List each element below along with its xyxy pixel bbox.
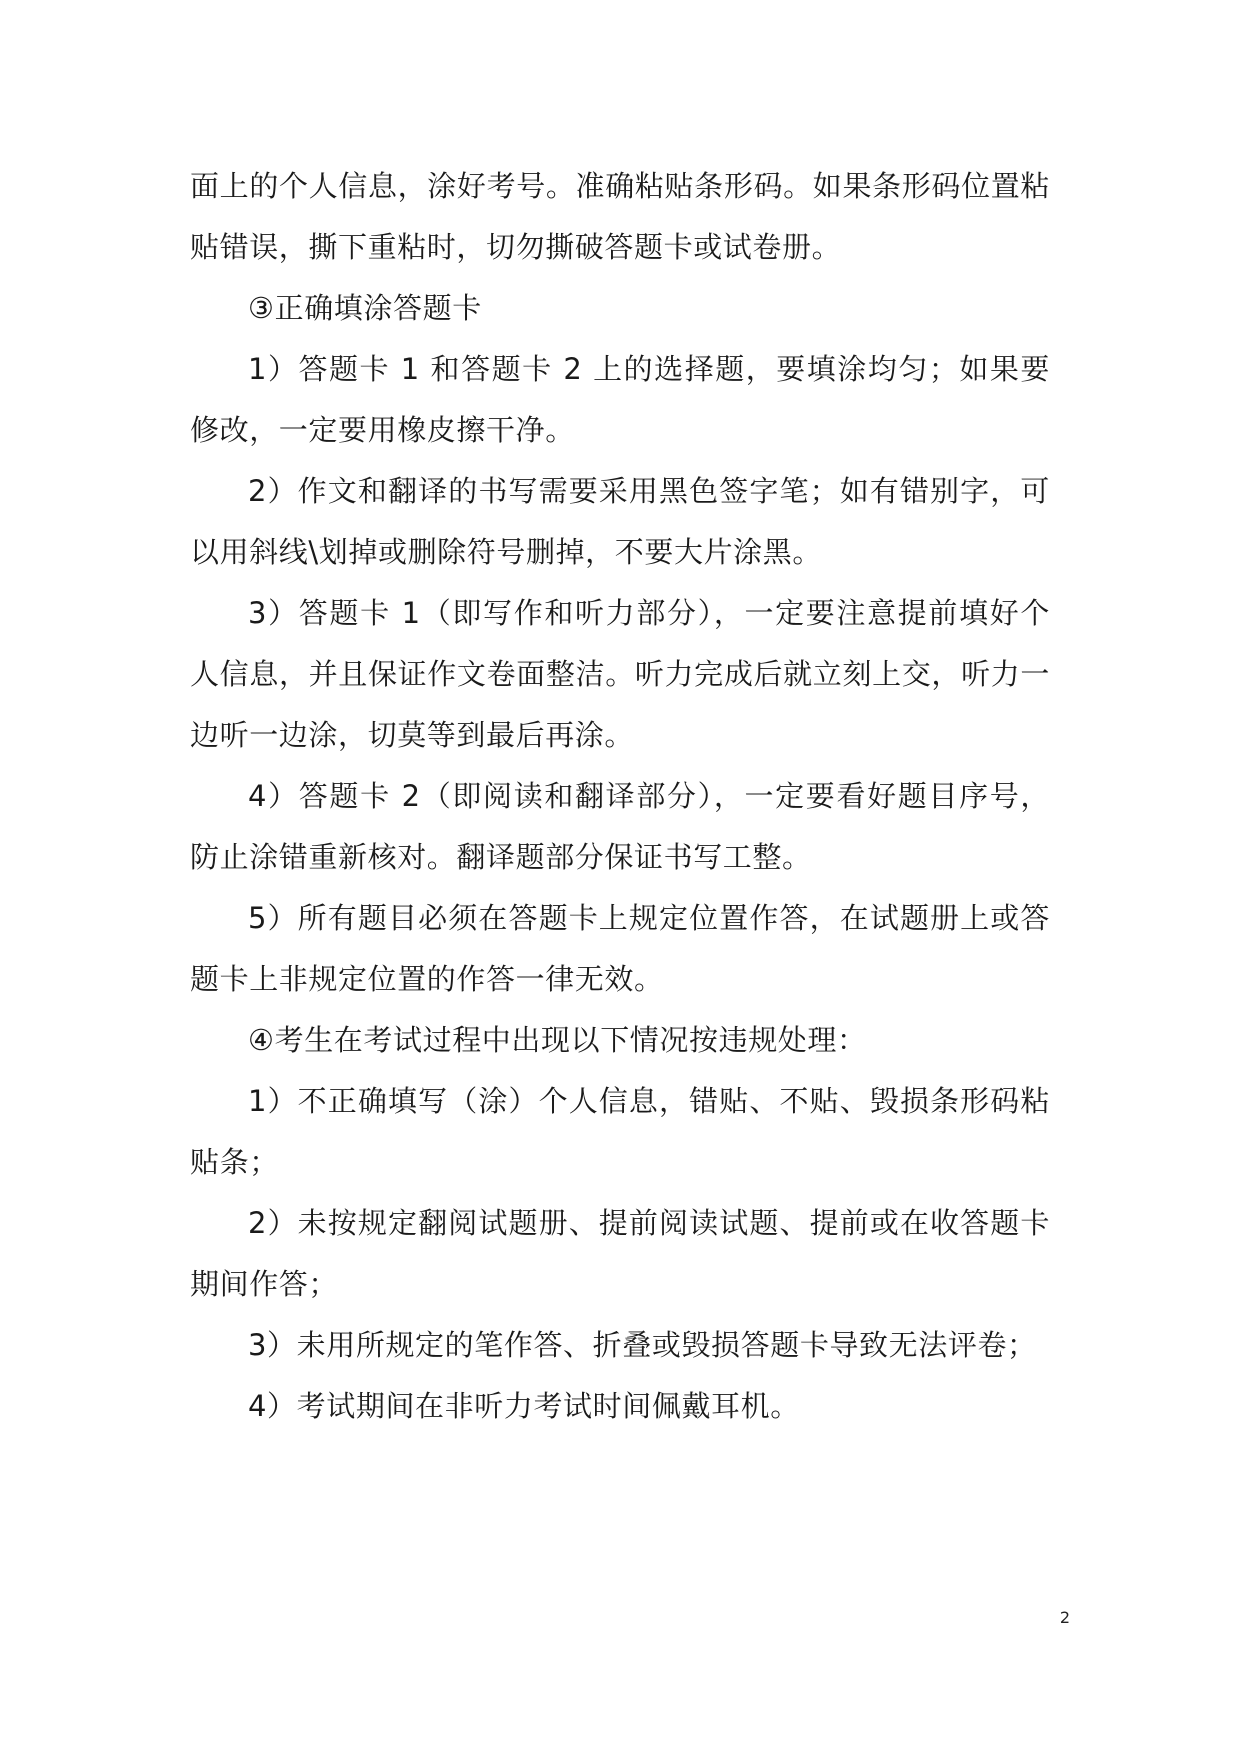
heading-fill-answer-sheet: ③正确填涂答题卡 [248,291,482,325]
paragraph-personal-info-continued: 面上的个人信息，涂好考号。准确粘贴条形码。如果条形码位置粘贴错误，撕下重粘时，切勿撕破答题卡或试卷册。 [190,169,1050,264]
item-fill-choice-questions: 1）答题卡 1 和答题卡 2 上的选择题，要填涂均匀；如果要修改，一定要用橡皮擦干净。 [190,352,1050,447]
item-answer-sheet-2: 4）答题卡 2（即阅读和翻译部分），一定要看好题目序号，防止涂错重新核对。翻译题部分保证书写工整。 [190,779,1050,874]
violation-item-early-reading: 2）未按规定翻阅试题册、提前阅读试题、提前或在收答题卡期间作答； [190,1206,1050,1301]
violation-item-earphones: 4）考试期间在非听力考试时间佩戴耳机。 [248,1389,800,1423]
violation-item-wrong-pen: 3）未用所规定的笔作答、折叠或毁损答题卡导致无法评卷； [248,1328,1037,1362]
item-answer-location-rule: 5）所有题目必须在答题卡上规定位置作答，在试题册上或答题卡上非规定位置的作答一律无效。 [190,901,1050,996]
document-body [190,156,1050,1437]
violation-item-personal-info: 1）不正确填写（涂）个人信息，错贴、不贴、毁损条形码粘贴条； [190,1084,1050,1179]
item-answer-sheet-1: 3）答题卡 1（即写作和听力部分），一定要注意提前填好个人信息，并且保证作文卷面整洁。听力完成后就立刻上交，听力一边听一边涂，切莫等到最后再涂。 [190,596,1050,752]
item-writing-translation-pen: 2）作文和翻译的书写需要采用黑色签字笔；如有错别字，可以用斜线\划掉或删除符号删掉，不要大片涂黑。 [190,474,1050,569]
page-number: 2 [1059,1608,1070,1627]
heading-violations: ④考生在考试过程中出现以下情况按违规处理： [248,1023,867,1057]
